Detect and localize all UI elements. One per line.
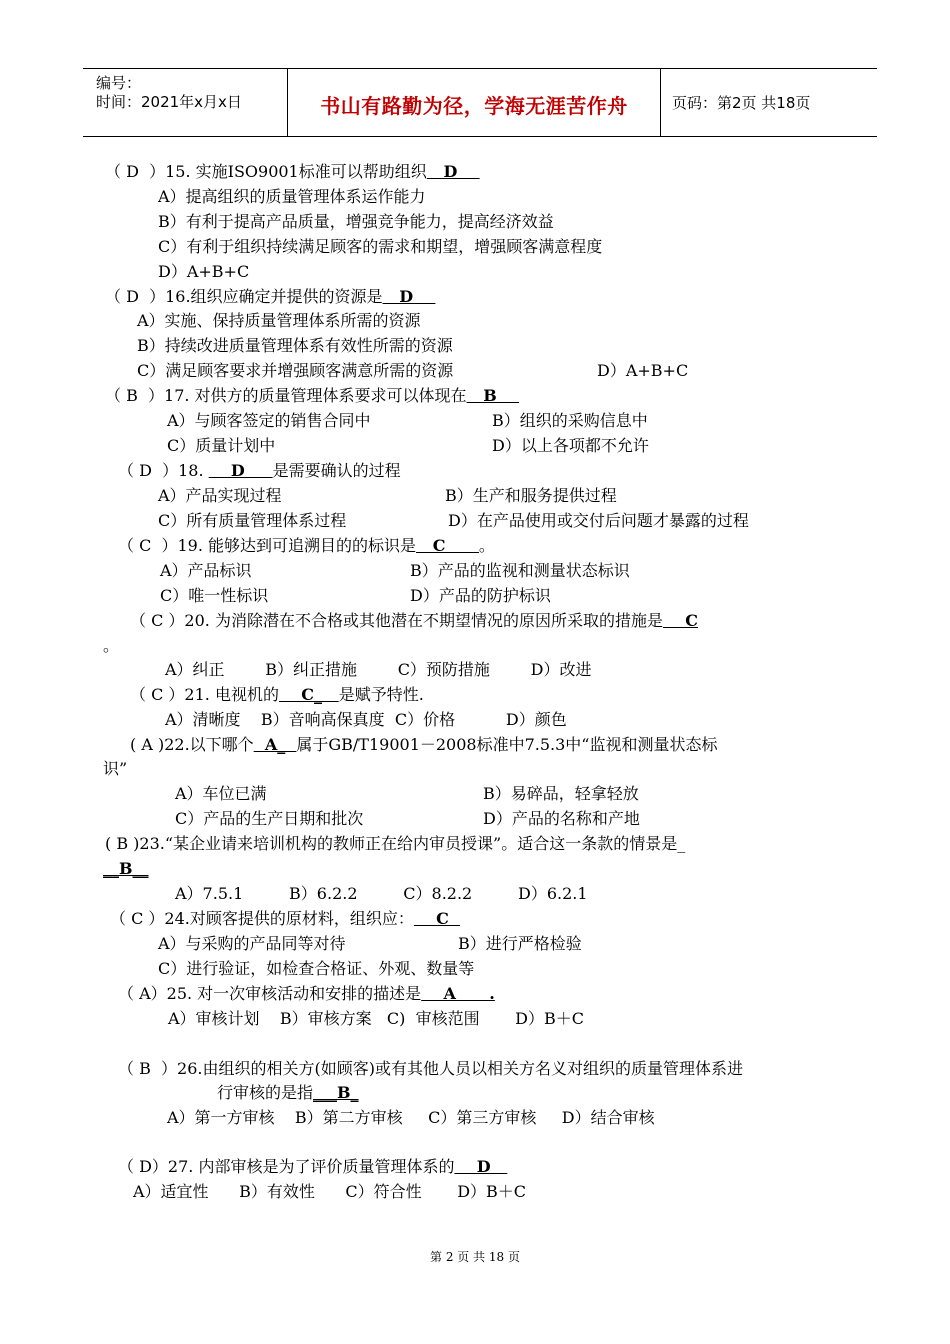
line-text-after: 是需要确认的过程: [272, 461, 401, 480]
line-text: C）满足顾客要求并增强顾客满意所需的资源: [137, 361, 454, 380]
question-line: [105, 287, 435, 307]
option-right: D）A+B+C: [597, 361, 689, 380]
serial-label: 编号：: [96, 74, 142, 92]
answer-blank: C_: [278, 685, 339, 704]
question-line: [118, 984, 495, 1004]
question-line: [103, 859, 149, 879]
question-line: [167, 436, 275, 456]
question-line: [105, 386, 519, 406]
line-text: A）第一方审核 B）第二方审核 C）第三方审核 D）结合审核: [167, 1108, 655, 1127]
line-text: A）清晰度 B）音响高保真度 C）价格 D）颜色: [165, 710, 567, 729]
question-line: [175, 784, 267, 804]
question-line: [118, 536, 495, 556]
header-page-cell: [661, 69, 877, 136]
option-right: D）以上各项都不允许: [492, 436, 649, 455]
answer-blank: D: [426, 162, 480, 181]
question-line: [133, 1182, 526, 1202]
line-text: （ B ）17. 对供方的质量管理体系要求可以体现在: [105, 386, 467, 405]
option-right: B）生产和服务提供过程: [445, 486, 617, 505]
question-line: [158, 262, 249, 282]
line-text: A）与采购的产品同等对待: [158, 934, 346, 953]
line-text: A）实施、保持质量管理体系所需的资源: [137, 311, 421, 330]
page-header: [83, 68, 877, 137]
question-line: [158, 212, 554, 232]
line-text: B）持续改进质量管理体系有效性所需的资源: [137, 336, 453, 355]
answer-blank: __B__: [103, 859, 149, 878]
question-line: [118, 461, 401, 481]
page-footer: 第 2 页 共 18 页: [430, 1250, 520, 1264]
line-text: C）产品的生产日期和批次: [175, 809, 364, 828]
question-line: [130, 611, 698, 631]
answer-blank: ___B_: [313, 1083, 359, 1102]
line-text: C）质量计划中: [167, 436, 276, 455]
question-line: [137, 361, 453, 381]
question-line: [158, 187, 426, 207]
line-text: A）与顾客签定的销售合同中: [167, 411, 371, 430]
question-line: [165, 660, 591, 680]
question-line: [175, 809, 363, 829]
question-line: [137, 336, 453, 356]
question-line: [130, 685, 424, 705]
question-line: [105, 834, 685, 854]
question-line: [158, 959, 474, 979]
line-text: C）所有质量管理体系过程: [158, 511, 347, 530]
option-right: D）产品的名称和产地: [483, 809, 640, 828]
question-line: [130, 735, 718, 755]
line-text: A）适宜性 B）有效性 C）符合性 D）B＋C: [133, 1182, 527, 1201]
line-text: C）有利于组织持续满足顾客的需求和期望，增强顾客满意程度: [158, 237, 603, 256]
question-line: [110, 909, 460, 929]
question-line: [160, 586, 268, 606]
line-text: ( A )22.以下哪个: [130, 735, 254, 754]
line-text-after: 是赋予特性.: [338, 685, 424, 704]
line-text: C）进行验证，如检查合格证、外观、数量等: [158, 959, 475, 978]
line-text: A）产品标识: [160, 561, 252, 580]
line-text: （ D）27. 内部审核是为了评价质量管理体系的: [118, 1157, 455, 1176]
question-line: [167, 1108, 655, 1128]
line-text: （ D ）18.: [118, 461, 209, 480]
question-line: [158, 486, 282, 506]
line-text: （ C ）21. 电视机的: [130, 685, 279, 704]
header-meta-cell: [83, 69, 288, 136]
line-text: D）A+B+C: [158, 262, 250, 281]
line-text: （ C ）24.对顾客提供的原材料，组织应：: [110, 909, 414, 928]
question-line: [168, 1009, 584, 1029]
line-text: 。: [103, 636, 120, 655]
line-text-after: 。: [478, 536, 495, 555]
answer-blank: D: [208, 461, 273, 480]
answer-blank: D: [454, 1157, 508, 1176]
motto: 书山有路勤为径，学海无涯苦作舟: [320, 94, 628, 118]
question-line: [103, 759, 127, 779]
answer-blank: C: [662, 611, 698, 630]
line-text: （ C ）20. 为消除潜在不合格或其他潜在不期望情况的原因所采取的措施是: [130, 611, 663, 630]
question-line: [175, 884, 588, 904]
question-line: [217, 1083, 359, 1103]
line-text: （ C ）19. 能够达到可追溯目的的标识是: [118, 536, 417, 555]
question-line: [118, 1157, 507, 1177]
line-text: A）纠正 B）纠正措施 C）预防措施 D）改进: [165, 660, 592, 679]
option-right: D）产品的防护标识: [410, 586, 551, 605]
option-right: B）易碎品，轻拿轻放: [483, 784, 639, 803]
question-line: [103, 636, 119, 656]
answer-blank: A_: [253, 735, 297, 754]
option-right: D）在产品使用或交付后问题才暴露的过程: [448, 511, 749, 530]
header-motto-cell: [288, 69, 661, 136]
line-text: （ B ）26.由组织的相关方(如顾客)或有其他人员以相关方名义对组织的质量管理体系进: [118, 1059, 743, 1078]
line-text: （ D ）15. 实施ISO9001标准可以帮助组织: [105, 162, 427, 181]
answer-blank: D: [382, 287, 436, 306]
line-text-after: 属于GB/T19001－2008标准中7.5.3中“监视和测量状态标: [296, 735, 718, 754]
line-text: 行审核的是指: [217, 1083, 314, 1102]
answer-blank: A .: [421, 984, 495, 1003]
option-right: B）组织的采购信息中: [492, 411, 648, 430]
question-line: [137, 311, 421, 331]
question-line: [160, 561, 252, 581]
line-text: （ A）25. 对一次审核活动和安排的描述是: [118, 984, 422, 1003]
line-text: A）审核计划 B）审核方案 C) 审核范围 D）B＋C: [168, 1009, 585, 1028]
answer-blank: B: [466, 386, 520, 405]
line-text: ( B )23.“某企业请来培训机构的教师正在给内审员授课”。适合这一条款的情景是_: [105, 834, 686, 853]
question-line: [118, 1059, 743, 1079]
option-right: B）产品的监视和测量状态标识: [410, 561, 630, 580]
question-line: [167, 411, 371, 431]
line-text: A）车位已满: [175, 784, 267, 803]
question-line: [105, 162, 480, 182]
line-text: C）唯一性标识: [160, 586, 269, 605]
question-line: [158, 237, 602, 257]
line-text: B）有利于提高产品质量，增强竞争能力，提高经济效益: [158, 212, 554, 231]
question-line: [158, 511, 346, 531]
line-text: 识”: [103, 759, 128, 778]
line-text: A）产品实现过程: [158, 486, 282, 505]
question-line: [165, 710, 567, 730]
answer-blank: C: [413, 909, 461, 928]
option-right: B）进行严格检验: [458, 934, 582, 953]
page-number-label: 页码：第2页 共18页: [672, 94, 811, 112]
line-text: A）提高组织的质量管理体系运作能力: [158, 187, 426, 206]
line-text: A）7.5.1 B）6.2.2 C）8.2.2 D）6.2.1: [175, 884, 588, 903]
line-text: （ D ）16.组织应确定并提供的资源是: [105, 287, 383, 306]
question-line: [158, 934, 346, 954]
answer-blank: C: [416, 536, 479, 555]
time-label: 时间：2021年x月x日: [96, 93, 242, 111]
